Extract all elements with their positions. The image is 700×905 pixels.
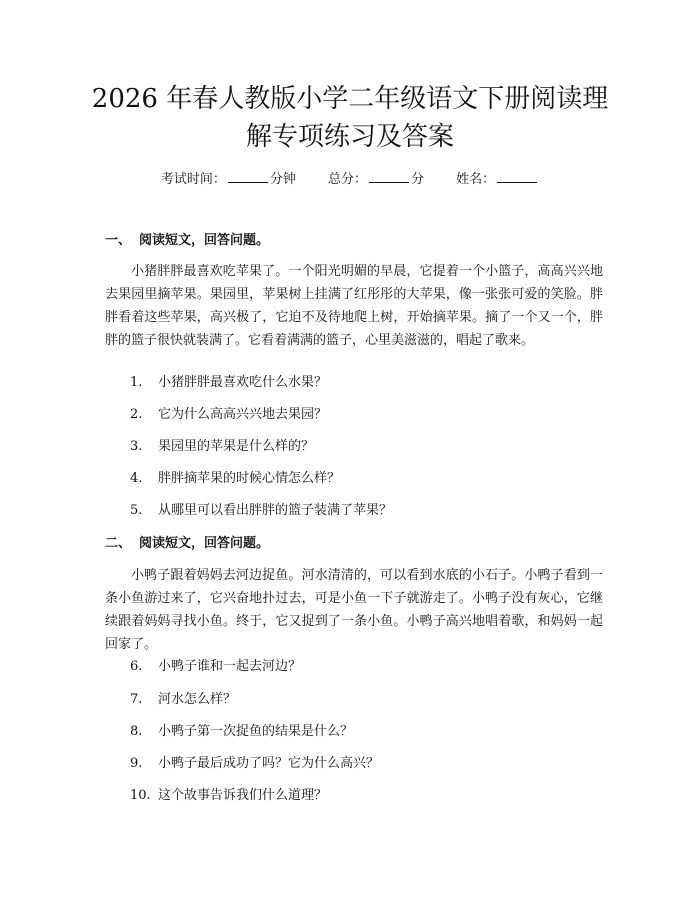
question-text: 小鸭子第一次捉鱼的结果是什么？ [158, 724, 354, 739]
exam-time-blank [228, 168, 268, 183]
question-number: 4. [130, 471, 143, 486]
question-item [130, 754, 379, 774]
question-item [130, 657, 301, 677]
section-2-number: 二、 [105, 536, 132, 551]
question-text: 这个故事告诉我们什么道理？ [158, 788, 328, 803]
question-item [130, 501, 392, 521]
question-item [130, 786, 327, 806]
question-number: 9. [130, 756, 143, 771]
question-item [130, 405, 327, 425]
section-2-title: 阅读短文，回答问题。 [139, 536, 270, 551]
question-item [130, 722, 353, 742]
section-2-heading [105, 534, 269, 554]
question-item [130, 469, 340, 489]
question-number: 2. [130, 407, 143, 422]
question-number: 3. [130, 439, 143, 454]
student-name [456, 172, 539, 187]
question-item [130, 373, 327, 393]
question-text: 小鸭子谁和一起去河边？ [158, 659, 302, 674]
title-line-2: 解专项练习及答案 [245, 122, 454, 152]
question-number: 5. [130, 503, 143, 518]
question-text: 胖胖摘苹果的时候心情怎么样？ [158, 471, 341, 486]
question-number: 1. [130, 375, 143, 390]
question-item [130, 690, 236, 710]
question-text: 果园里的苹果是什么样的？ [158, 439, 315, 454]
question-number: 7. [130, 692, 143, 707]
question-text: 它为什么高高兴兴地去果园？ [158, 407, 328, 422]
total-score [328, 172, 428, 187]
question-item [130, 437, 314, 457]
exam-time-label: 考试时间： [160, 172, 226, 187]
exam-time-unit: 分钟 [269, 172, 296, 187]
question-text: 河水怎么样？ [158, 692, 237, 707]
question-number: 6. [130, 659, 143, 674]
section-1-title: 阅读短文，回答问题。 [139, 233, 270, 248]
student-name-label: 姓名： [456, 172, 496, 187]
section-1-heading [105, 231, 269, 251]
section-1-number: 一、 [105, 233, 132, 248]
document-title [90, 80, 610, 156]
total-score-label: 总分： [327, 172, 367, 187]
total-score-blank [369, 168, 409, 183]
title-line-1: 2026 年春人教版小学二年级语文下册阅读理 [91, 84, 609, 114]
exam-time [161, 172, 300, 187]
question-number: 8. [130, 724, 143, 739]
section-2-passage: 小鸭子跟着妈妈去河边捉鱼。河水清清的，可以看到水底的小石子。小鸭子看到一条小鱼游过来了，它兴奋地扑过去，可是小鱼一下子就游走了。小鸭子没有灰心，它继续跟着妈妈寻找小鱼。终于，它又捉到了一条小鱼。小鸭子高兴地唱着歌，和妈妈一起回家了。 [105, 568, 603, 652]
question-text: 从哪里可以看出胖胖的篮子装满了苹果？ [158, 503, 393, 518]
student-name-blank [497, 168, 537, 183]
section-1-passage: 小猪胖胖最喜欢吃苹果了。一个阳光明媚的早晨，它提着一个小篮子，高高兴兴地去果园里摘苹果。果园里，苹果树上挂满了红彤彤的大苹果，像一张张可爱的笑脸。胖胖看着这些苹果，高兴极了，它迫不及待地爬上树，开始摘苹果。摘了一个又一个，胖胖的篮子很快就装满了。它看着满满的篮子，心里美滋滋的，唱起了歌来。 [105, 264, 603, 348]
question-number: 10. [130, 788, 151, 803]
question-text: 小鸭子最后成功了吗？它为什么高兴？ [158, 756, 380, 771]
total-score-unit: 分 [411, 172, 425, 187]
question-text: 小猪胖胖最喜欢吃什么水果？ [158, 375, 328, 390]
exam-info-line [0, 168, 700, 190]
